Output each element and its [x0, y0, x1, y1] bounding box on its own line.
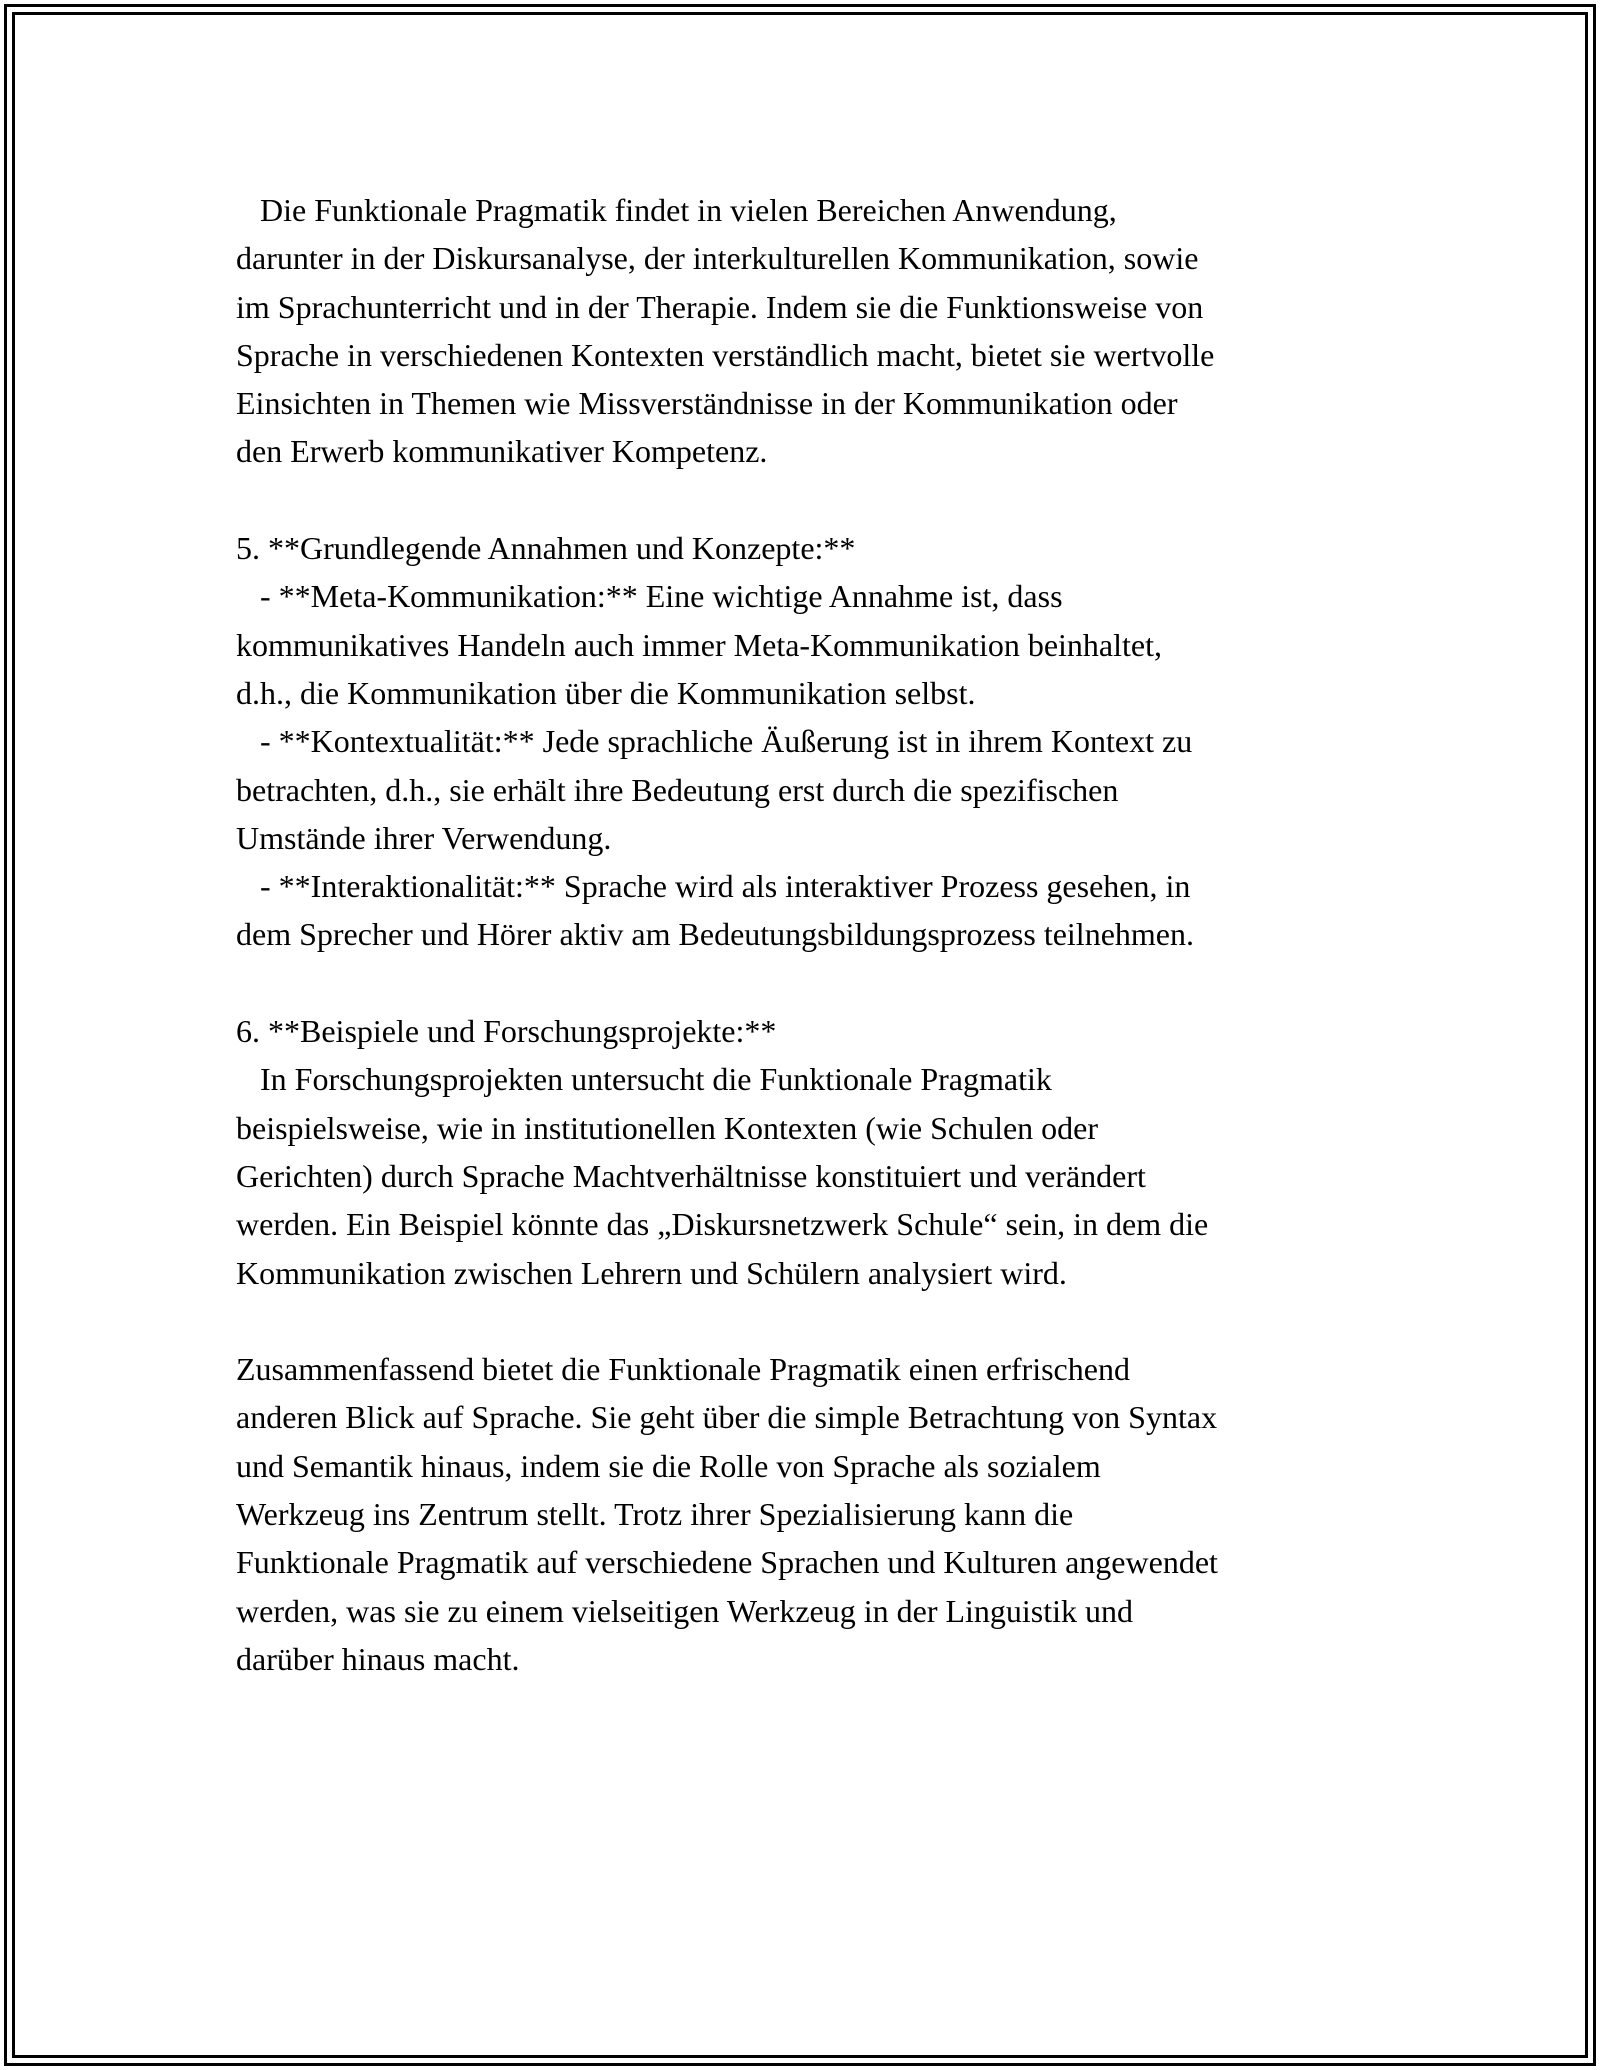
text-line: dem Sprecher und Hörer aktiv am Bedeutungsbildungsprozess teilnehmen. — [236, 916, 1194, 953]
text-line: beispielsweise, wie in institutionellen Kontexten (wie Schulen oder — [236, 1109, 1099, 1146]
paragraph-spacer — [236, 1297, 1416, 1345]
text-line: darüber hinaus macht. — [236, 1640, 520, 1677]
list-item-interaktionalitaet — [236, 862, 1416, 959]
list-item-kontextualitaet — [236, 717, 1416, 862]
text-line: d.h., die Kommunikation über die Kommunikation selbst. — [236, 674, 976, 711]
text-line: Gerichten) durch Sprache Machtverhältnisse konstituiert und verändert — [236, 1157, 1146, 1194]
text-line: darunter in der Diskursanalyse, der interkulturellen Kommunikation, sowie — [236, 240, 1199, 277]
text-line: im Sprachunterricht und in der Therapie. Indem sie die Funktionsweise von — [236, 288, 1204, 325]
text-line: Die Funktionale Pragmatik findet in vielen Bereichen Anwendung, — [236, 192, 1117, 228]
text-line: - **Interaktionalität:** Sprache wird als interaktiver Prozess gesehen, in — [236, 868, 1191, 905]
text-line: - **Kontextualität:** Jede sprachliche Äußerung ist in ihrem Kontext zu — [236, 723, 1193, 760]
list-item-meta-kommunikation — [236, 572, 1416, 717]
document-body — [236, 186, 1416, 1683]
text-line: werden. Ein Beispiel könnte das „Diskursnetzwerk Schule“ sein, in dem die — [236, 1206, 1209, 1243]
section-5-heading: 5. **Grundlegende Annahmen und Konzepte:** — [236, 530, 856, 567]
paragraph-spacer — [236, 476, 1416, 524]
text-line: betrachten, d.h., sie erhält ihre Bedeutung erst durch die spezifischen — [236, 771, 1119, 808]
text-line: Sprache in verschiedenen Kontexten verständlich macht, bietet sie wertvolle — [236, 336, 1215, 373]
text-line: den Erwerb kommunikativer Kompetenz. — [236, 433, 768, 470]
paragraph-application — [236, 186, 1416, 476]
paragraph-spacer — [236, 959, 1416, 1007]
section-6 — [236, 1007, 1416, 1297]
text-line: - **Meta-Kommunikation:** Eine wichtige Annahme ist, dass — [236, 578, 1063, 615]
text-line: und Semantik hinaus, indem sie die Rolle von Sprache als sozialem — [236, 1447, 1101, 1484]
text-line: Kommunikation zwischen Lehrern und Schülern analysiert wird. — [236, 1254, 1067, 1291]
text-line: werden, was sie zu einem vielseitigen Werkzeug in der Linguistik und — [236, 1592, 1134, 1629]
text-line: anderen Blick auf Sprache. Sie geht über die simple Betrachtung von Syntax — [236, 1399, 1218, 1436]
section-6-heading: 6. **Beispiele und Forschungsprojekte:** — [236, 1013, 777, 1050]
text-line: Einsichten in Themen wie Missverständnisse in der Kommunikation oder — [236, 385, 1178, 422]
text-line: Werkzeug ins Zentrum stellt. Trotz ihrer Spezialisierung kann die — [236, 1496, 1074, 1533]
text-line: Funktionale Pragmatik auf verschiedene Sprachen und Kulturen angewendet — [236, 1544, 1218, 1581]
text-line: In Forschungsprojekten untersucht die Funktionale Pragmatik — [236, 1061, 1052, 1098]
text-line: Zusammenfassend bietet die Funktionale Pragmatik einen erfrischend — [236, 1351, 1130, 1388]
text-line: kommunikatives Handeln auch immer Meta-Kommunikation beinhaltet, — [236, 626, 1162, 663]
paragraph-summary — [236, 1345, 1416, 1683]
section-5 — [236, 524, 1416, 959]
text-line: Umstände ihrer Verwendung. — [236, 819, 612, 856]
